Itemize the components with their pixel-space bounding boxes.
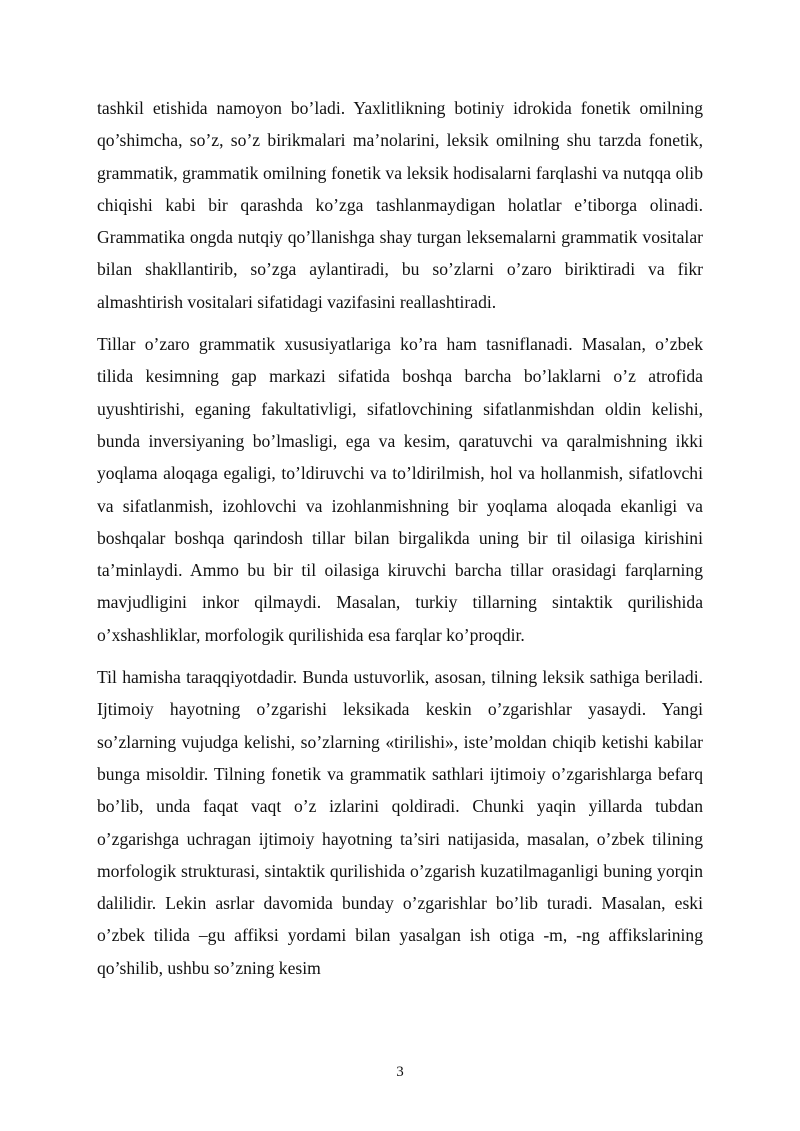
body-text: [97, 92, 703, 994]
page-number: 3: [396, 1064, 404, 1080]
paragraph-2: Tillar o’zaro grammatik xususiyatlariga ko’ra ham tasniflanadi. Masalan, o’zbek tilida kesimning gap markazi sifatida boshqa barcha bo’laklarni o’z atrofida uyushtirishi, eganing fakultativligi, sifatlovchining sifatlanmishdan oldin kelishi, bunda inversiyaning bo’lmasligi, ega va kesim, qaratuvchi va qaralmishning ikki yoqlama aloqaga egaligi, to’ldiruvchi va to’ldirilmish, hol va hollanmish, sifatlovchi va sifatlanmish, izohlovchi va izohlanmishning bir yoqlama aloqada ekanligi va boshqalar boshqa qarindosh tillar bilan birgalikda uning bir til oilasiga kirishini ta’minlaydi. Ammo bu bir til oilasiga kiruvchi barcha tillar orasidagi farqlarning mavjudligini inkor qilmaydi. Masalan, turkiy tillarning sintaktik qurilishida o’xshashliklar, morfologik qurilishida esa farqlar ko’proqdir.: [97, 334, 703, 645]
paragraph-1: tashkil etishida namoyon bo’ladi. Yaxlitlikning botiniy idrokida fonetik omilning qo’shimcha, so’z, so’z birikmalari ma’nolarini, leksik omilning shu tarzda fonetik, grammatik, grammatik omilning fonetik va leksik hodisalarni farqlashi va nutqqa olib chiqishi kabi bir qarashda ko’zga tashlanmaydigan holatlar e’tiborga olinadi. Grammatika ongda nutqiy qo’llanishga shay turgan leksemalarni grammatik vositalar bilan shakllantirib, so’zga aylantiradi, bu so’zlarni o’zaro biriktiradi va fikr almashtirish vositalari sifatidagi vazifasini reallashtiradi.: [97, 98, 703, 312]
paragraph-3: Til hamisha taraqqiyotdadir. Bunda ustuvorlik, asosan, tilning leksik sathiga beriladi. Ijtimoiy hayotning o’zgarishi leksikada keskin o’zgarishlar yasaydi. Yangi so’zlarning vujudga kelishi, so’zlarning «tirilishi», iste’moldan chiqib ketishi kabilar bunga misoldir. Tilning fonetik va grammatik sathlari ijtimoiy o’zgarishlarga befarq bo’lib, unda faqat vaqt o’z izlarini qoldiradi. Chunki yaqin yillarda tubdan o’zgarishga uchragan ijtimoiy hayotning ta’siri natijasida, masalan, o’zbek tilining morfologik strukturasi, sintaktik qurilishida o’zgarish kuzatilmaganligi buning yorqin dalilidir. Lekin asrlar davomida bunday o’zgarishlar bo’lib turadi. Masalan, eski o’zbek tilida –gu affiksi yordami bilan yasalgan ish otiga -m, -ng affikslarining qo’shilib, ushbu so’zning kesim: [97, 667, 703, 978]
